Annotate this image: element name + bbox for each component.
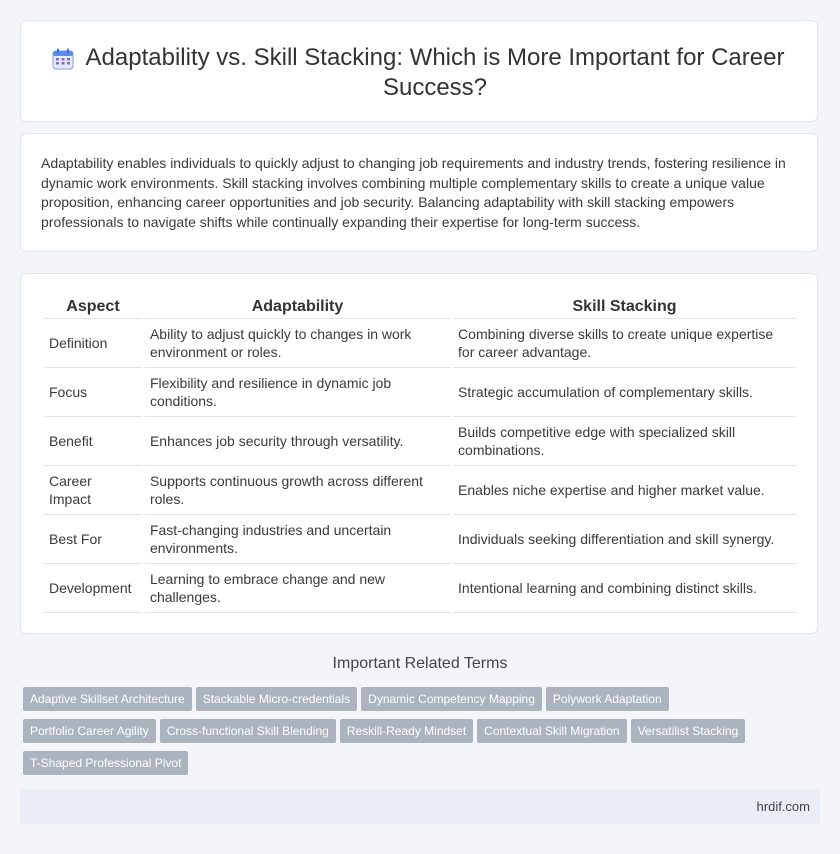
table-row	[44, 319, 796, 368]
related-terms-list	[23, 687, 823, 783]
related-term-tag[interactable]: Versatilist Stacking	[631, 719, 746, 743]
calendar-icon	[51, 47, 75, 71]
title-card	[20, 20, 818, 122]
table-row	[44, 417, 796, 466]
cell-adaptability: Supports continuous growth across different roles.	[145, 466, 450, 515]
cell-skill-stacking: Combining diverse skills to create unique expertise for career advantage.	[453, 319, 796, 368]
related-term-tag[interactable]: T-Shaped Professional Pivot	[23, 751, 188, 775]
related-term-tag[interactable]: Stackable Micro-credentials	[196, 687, 357, 711]
cell-aspect: Development	[44, 564, 142, 613]
comparison-table-card	[20, 273, 818, 634]
related-term-tag[interactable]: Adaptive Skillset Architecture	[23, 687, 192, 711]
related-term-tag[interactable]: Polywork Adaptation	[546, 687, 669, 711]
cell-skill-stacking: Enables niche expertise and higher market value.	[453, 466, 796, 515]
related-term-tag[interactable]: Portfolio Career Agility	[23, 719, 156, 743]
related-term-tag[interactable]: Dynamic Competency Mapping	[361, 687, 542, 711]
footer	[20, 790, 820, 824]
cell-skill-stacking: Intentional learning and combining distinct skills.	[453, 564, 796, 613]
table-row	[44, 368, 796, 417]
cell-adaptability: Flexibility and resilience in dynamic job conditions.	[145, 368, 450, 417]
cell-aspect: Best For	[44, 515, 142, 564]
cell-skill-stacking: Builds competitive edge with specialized skill combinations.	[453, 417, 796, 466]
header-skill-stacking: Skill Stacking	[453, 294, 796, 319]
intro-card	[20, 133, 818, 252]
comparison-table	[41, 294, 799, 613]
page-title: Adaptability vs. Skill Stacking: Which is More Important for Career Success?	[85, 44, 785, 101]
cell-skill-stacking: Individuals seeking differentiation and skill synergy.	[453, 515, 796, 564]
cell-adaptability: Ability to adjust quickly to changes in work environment or roles.	[145, 319, 450, 368]
cell-aspect: Benefit	[44, 417, 142, 466]
related-term-tag[interactable]: Cross-functional Skill Blending	[160, 719, 336, 743]
cell-adaptability: Learning to embrace change and new challenges.	[145, 564, 450, 613]
cell-aspect: Definition	[44, 319, 142, 368]
footer-site-link[interactable]: hrdif.com	[756, 799, 810, 814]
cell-adaptability: Enhances job security through versatility.	[145, 417, 450, 466]
table-row	[44, 515, 796, 564]
cell-aspect: Career Impact	[44, 466, 142, 515]
cell-aspect: Focus	[44, 368, 142, 417]
related-term-tag[interactable]: Contextual Skill Migration	[477, 719, 626, 743]
intro-paragraph: Adaptability enables individuals to quickly adjust to changing job requirements and industry trends, fostering resilience in dynamic work environments. Skill stacking involves combining multiple complementary skills to create a unique value proposition, enhancing career opportunities and job security. Balancing adaptability with skill stacking empowers professionals to navigate shifts while continually expanding their expertise for long-term success.	[41, 155, 786, 230]
table-row	[44, 466, 796, 515]
cell-adaptability: Fast-changing industries and uncertain environments.	[145, 515, 450, 564]
table-header-row	[44, 294, 796, 319]
related-term-tag[interactable]: Reskill-Ready Mindset	[340, 719, 473, 743]
header-adaptability: Adaptability	[145, 294, 450, 319]
table-row	[44, 564, 796, 613]
cell-skill-stacking: Strategic accumulation of complementary skills.	[453, 368, 796, 417]
related-terms-title: Important Related Terms	[332, 655, 508, 672]
header-aspect: Aspect	[44, 294, 142, 319]
